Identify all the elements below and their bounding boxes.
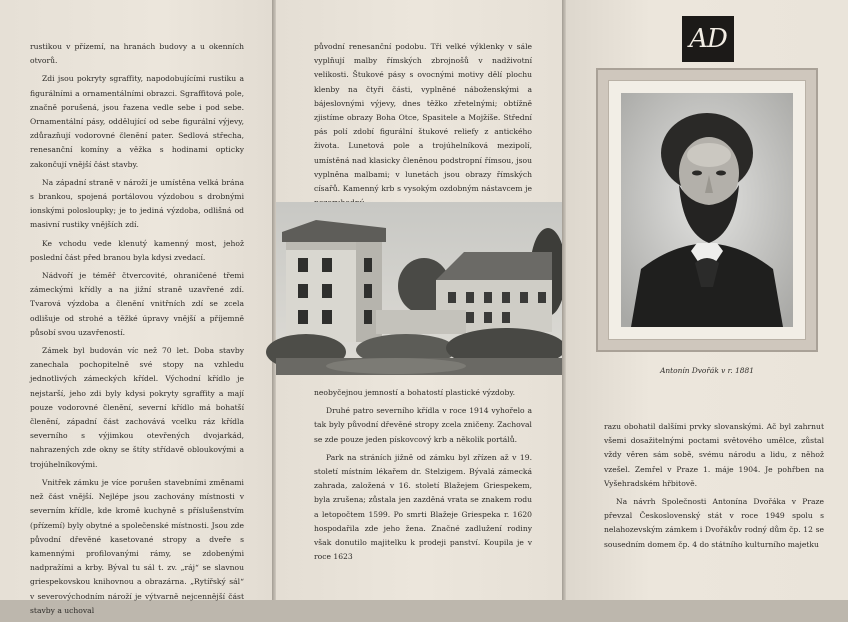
paragraph: Na západní straně v nároží je umístěna velká brána s brankou, spojená portálovou výzdobou s drobnými ionskými polosloupky; je to jediná výzdoba, odlišná od masivní rustiky vnějších zdí. [30,177,244,230]
text-column-left [30,40,244,622]
panel-middle [276,0,562,600]
panel-left [0,0,272,615]
text-column-middle-bottom [314,386,532,568]
portrait-caption: Antonín Dvořák v r. 1881 [660,366,754,375]
paragraph: Na návrh Společnosti Antonína Dvořáka v Praze převzal Československý stát v roce 1949 spolu s nelahozevským zámkem i Dvořákův rodný dům čp. 12 se sousedním domem čp. 4 do státního kulturního majetku [604,497,824,549]
dvorak-portrait [621,93,793,327]
ad-monogram-logo: AD [682,16,734,62]
text-column-right [604,420,824,556]
paragraph: Zdi jsou pokryty sgraffity, napodobujícími rustiku a figurálními a ornamentálními obrazci. Sgraffitová pole, značně porušená, jsou řazena vedle sebe i pod sebe. Ornamentální pásy, oddělující od sebe figurální výjevy, zdůrazňují vodorovné členění pater. Sedlová střecha, renesanční komíny a věžka s hodinami opticky zakončují vnější část stavby. [30,74,244,169]
paragraph: původní renesanční podobu. Tři velké výklenky v sále vyplňují malby římských zbrojnošů v nadživotní velikosti. Štukové pásy s ovocnými motivy dělí plochu klenby na čtyři části, vyplněné náboženskými a bájeslovnými výjevy, dnes těžko zřetelnými; obtížně zjistíme obrazy Boha Otce, Spasitele a Mojžíše. Střední pás polí zdobí figurální štukové reliefy z antického života. Lunetová pole a trojúhelníková mezipolí, umístěná nad klasicky členěnou podstropní římsou, jsou vyplněna malbami; v lunetách jsou obrazy římských císařů. Kamenný krb s vysokým ozdobným nástavcem je [314,42,532,194]
paragraph: rustikou v přízemí, na hranách budovy a u okenních otvorů. [30,42,244,66]
paragraph: Nádvoří je téměř čtvercovité, ohraničené třemi zámeckými křídly a na jižní straně uzavřené zdí. Tvarová výzdoba a členění vnitřních zdí se zcela odlišuje od strohé a těžké úpravy vnější a příjemně působí svou uzavřeností. [30,271,244,337]
portrait-frame [596,68,818,352]
paragraph: Vnitřek zámku je více porušen stavebními změnami než část vnější. Nejlépe jsou zachovány místnosti v severním křídle, kde kromě kuchyně s příslušenstvím (přízemí) byly obytné a společenské místnosti. Jsou zde původní dřevěné kasetované stropy a dveře s kamennými profilovanými rámy, se zdobenými nadpražími a krby. Býval tu sál t. zv. „ráj“ se slavnou griespekovskou knihovnou a obrazárna. „Rytířský sál“ v severovýchodním nároží je výtvarně nejcennější část stavby a uchoval [30,477,244,615]
text-column-middle-top [314,40,532,214]
paragraph: razu obohatil dalšími prvky slovanskými. Ač byl zahrnut všemi dosažitelnými poctami světového umělce, zůstal vždy věren sám sobě, svému národu a lidu, z něhož vzešel. Zemřel v Praze 1. máje 1904. Je pohřben na Vyšehradském hřbitově. [604,422,824,488]
paragraph: Ke vchodu vede klenutý kamenný most, jehož poslední část před branou byla kdysi zvedací. [30,238,244,262]
panel-right [566,0,848,600]
paragraph: Zámek byl budován víc než 70 let. Doba stavby zanechala pochopitelně své stopy na vzhledu jednotlivých zámeckých křídel. Východní křídlo je nejstarší, jeho zdi byly kdysi pokryty sgraffity a mají pouze vodorovné členění, severní křídlo má bohatší členění, západní část zachovává vcelku ráz křídla severního s výjimkou otevřených dvojarkád, nahrazených zde okny se štíty střídavě obloukovými a trojúhelníkovými. [30,346,244,469]
paragraph: Druhé patro severního křídla v roce 1914 vyhořelo a tak byly původní dřevěné stropy zcela zničeny. Zachoval se zde pouze jeden pískovcový krb a několik portálů. [314,406,532,444]
portrait-mat [608,80,806,340]
castle-photo [276,202,562,375]
paragraph: neobyčejnou jemností a bohatostí plastické výzdoby. [314,388,516,397]
paragraph: Park na stráních jižně od zámku byl zřízen až v 19. století místním lékařem dr. Stelzigem. Bývalá zámecká zahrada, založená v 16. století Blažejem Griespekem, byla zrušena; zůstala jen zazděná vrata se znakem rodu a letopočtem 1599. Po smrti Blažeje Griespeka r. 1620 hospodařila zde jeho žena. Značné zadlužení rodiny však donutilo majitelku k prodeji panství. Koupila je v roce 1623 [314,452,532,562]
